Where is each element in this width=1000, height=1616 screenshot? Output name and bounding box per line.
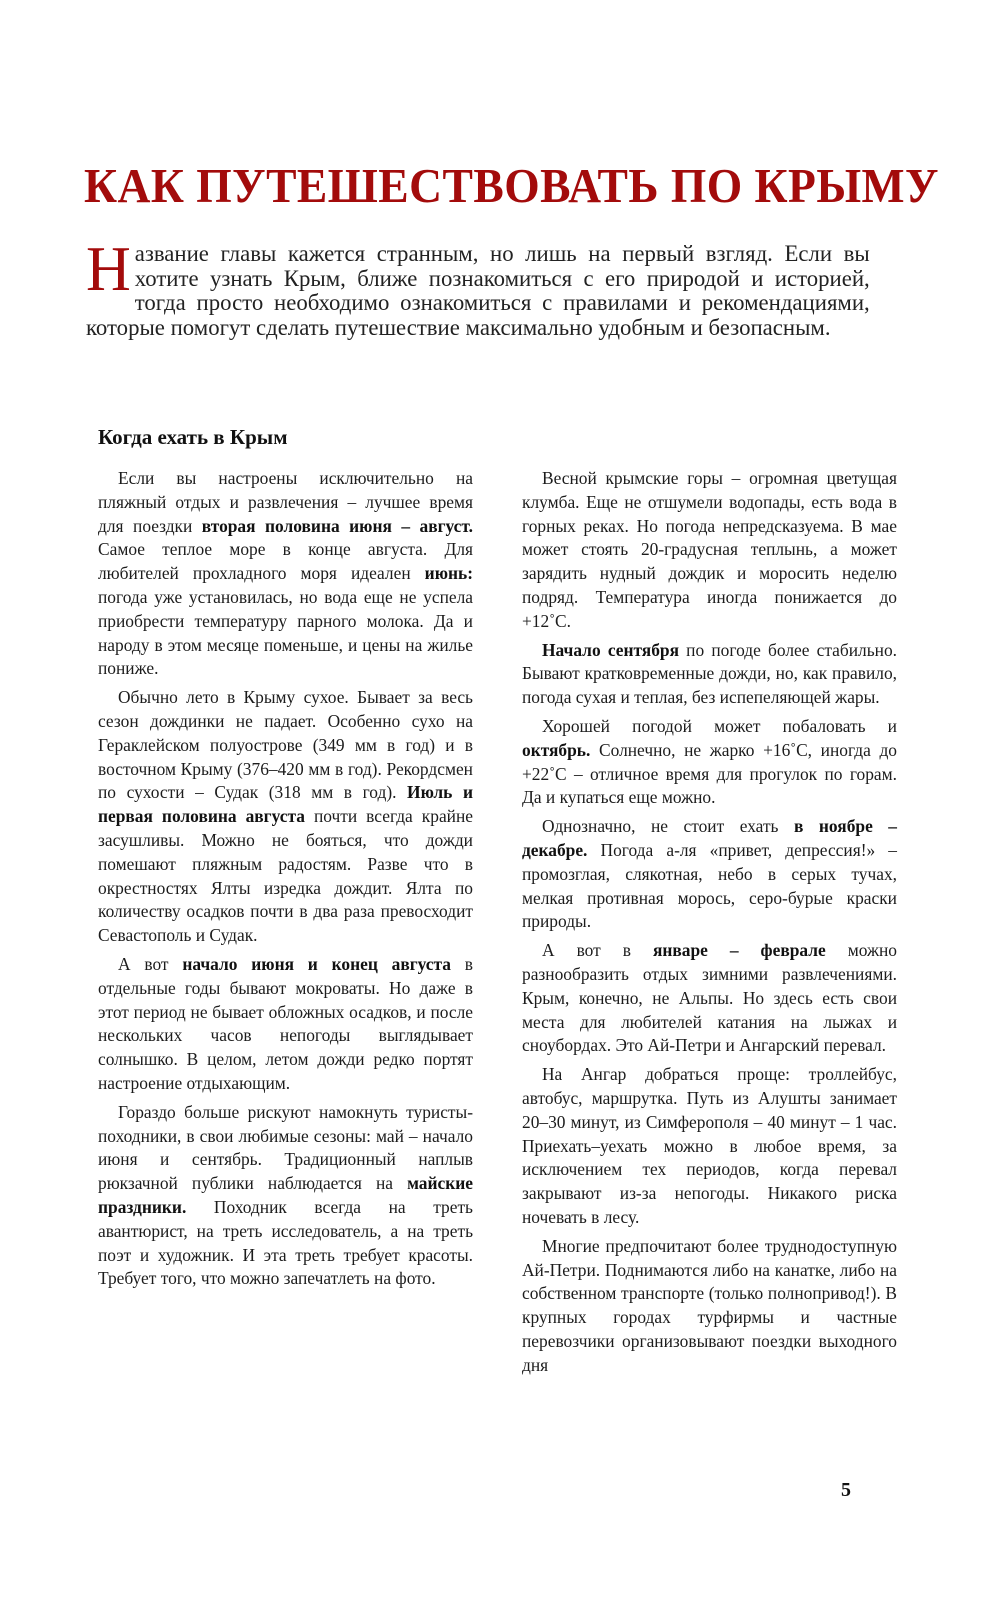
text-run: На Ангар добраться проще: троллейбус, автобус, маршрутка. Путь из Алушты занимает 20–30 минут, из Симферополя – 40 минут – 1 час. Приехать–уехать можно в любое время, за исключением тех периодов, когда перевал закрывают из-за непогоды. Никакого риска ночевать в лесу. [522, 1064, 897, 1227]
text-run: почти всегда крайне засушливы. Можно не бояться, что дожди помешают пляжным радостям. Разве что в окрестностях Ялты изредка дождит. Ялта по количеству осадков почти в два раза превосходит Севастополь и Судак. [98, 806, 474, 946]
paragraph [98, 467, 473, 681]
bold-run: майские праздники. [98, 1173, 473, 1217]
paragraph [98, 1101, 473, 1291]
intro-paragraph [86, 233, 870, 341]
text-run: в отдельные годы бывают мокроваты. Но даже в этот период не бывает обложных осадков, и после нескольких часов непогоды выглядывает солнышко. В целом, летом дожди редко портят настроение отдыхающим. [98, 953, 473, 1093]
text-run: Если вы настроены исключительно на пляжный отдых и развлечения – лучшее время для поездки [98, 468, 473, 536]
bold-run: Июль и первая половина августа [98, 782, 473, 827]
paragraph [98, 953, 473, 1096]
text-run: по погоде более стабильно. Бывают кратковременные дожди, но, как правило, погода сухая и теплая, без испепеляющей жары. [522, 639, 897, 708]
text-run: Самое теплое море в конце августа. Для любителей прохладного моря идеален [98, 539, 473, 584]
text-run: А вот [118, 953, 183, 974]
paragraph [522, 1063, 897, 1230]
text-run: Многие предпочитают более труднодоступную Ай-Петри. Поднимаются либо на канатке, либо на собственном транспорте (только полнопривод!). В крупных городах турфирмы и частные перевозчики организовывают поездки выходного дня [522, 1235, 897, 1375]
bold-run: январе – феврале [652, 940, 826, 961]
paragraph [522, 815, 897, 934]
bold-run: начало июня и конец августа [182, 953, 451, 974]
text-run: погода уже установилась, но вода еще не успела приобрести температуру парного молока. Да и народу в этом месяце поменьше, и цены на жилье пониже. [98, 586, 473, 679]
paragraph [522, 467, 897, 634]
bold-run: октябрь. [522, 739, 591, 760]
text-run: Однозначно, не стоит ехать [542, 816, 794, 837]
text-run: Солнечно, не жарко +16˚С, иногда до +22˚С – отличное время для прогулок по горам. Да и купаться еще можно. [522, 739, 897, 808]
paragraph [522, 1235, 897, 1378]
page-number: 5 [841, 1479, 851, 1501]
bold-run: в ноябре – декабре. [522, 816, 897, 860]
right-column [522, 467, 897, 1382]
text-run: Обычно лето в Крыму сухое. Бывает за весь сезон дождинки не падает. Особенно сухо на Гераклейском полуострове (349 мм в год) и в восточном Крыму (376–420 мм в год). Рекордсмен по сухости – Судак (318 мм в год). [98, 687, 473, 803]
text-run: Погода а-ля «привет, депрессия!» – промозглая, слякотная, небо в серых тучах, мелкая противная морось, серо-бурые краски природы. [522, 839, 897, 932]
left-column [98, 467, 473, 1296]
text-run: А вот в [542, 940, 653, 961]
text-run: Гораздо больше рискуют намокнуть туристы-походники, в свои любимые сезоны: май – начало июня и сентябрь. Традиционный наплыв рюкзачной публики наблюдается на [98, 1101, 473, 1194]
paragraph [98, 686, 473, 948]
intro-text: азвание главы кажется странным, но лишь на первый взгляд. Если вы хотите узнать Крым, ближе познакомиться с его природой и историей, тогда просто необходимо ознакомиться с правилами и рекомендациями, которые помогут сделать путешествие максимально удобным и безопасным. [86, 241, 870, 341]
page-title: КАК ПУТЕШЕСТВОВАТЬ ПО КРЫМУ [84, 158, 939, 213]
bold-run: вторая половина июня – август. [201, 515, 473, 536]
section-heading: Когда ехать в Крым [98, 425, 288, 449]
bold-run: Начало сентября [542, 639, 679, 660]
text-run: Хорошей погодой может побаловать и [542, 715, 897, 736]
text-run: Походник всегда на треть авантюрист, на треть исследователь, а на треть поэт и художник. И эта треть требует красоты. Требует того, что можно запечатлеть на фото. [98, 1196, 473, 1289]
drop-cap: Н [86, 233, 131, 304]
bold-run: июнь: [424, 563, 473, 584]
paragraph [522, 639, 897, 710]
text-run: Весной крымские горы – огромная цветущая клумба. Еще не отшумели водопады, есть вода в горных реках. Но погода непредсказуема. В мае может стоять 20-градусная теплынь, а может зарядить нудный дождик и моросить неделю подряд. Температура иногда понижается до +12˚С. [522, 468, 897, 631]
paragraph [522, 715, 897, 810]
paragraph [522, 939, 897, 1058]
text-run: можно разнообразить отдых зимними развлечениями. Крым, конечно, не Альпы. Но здесь есть свои места для любителей катания на лыжах и сноубордах. Это Ай-Петри и Ангарский перевал. [522, 940, 897, 1056]
